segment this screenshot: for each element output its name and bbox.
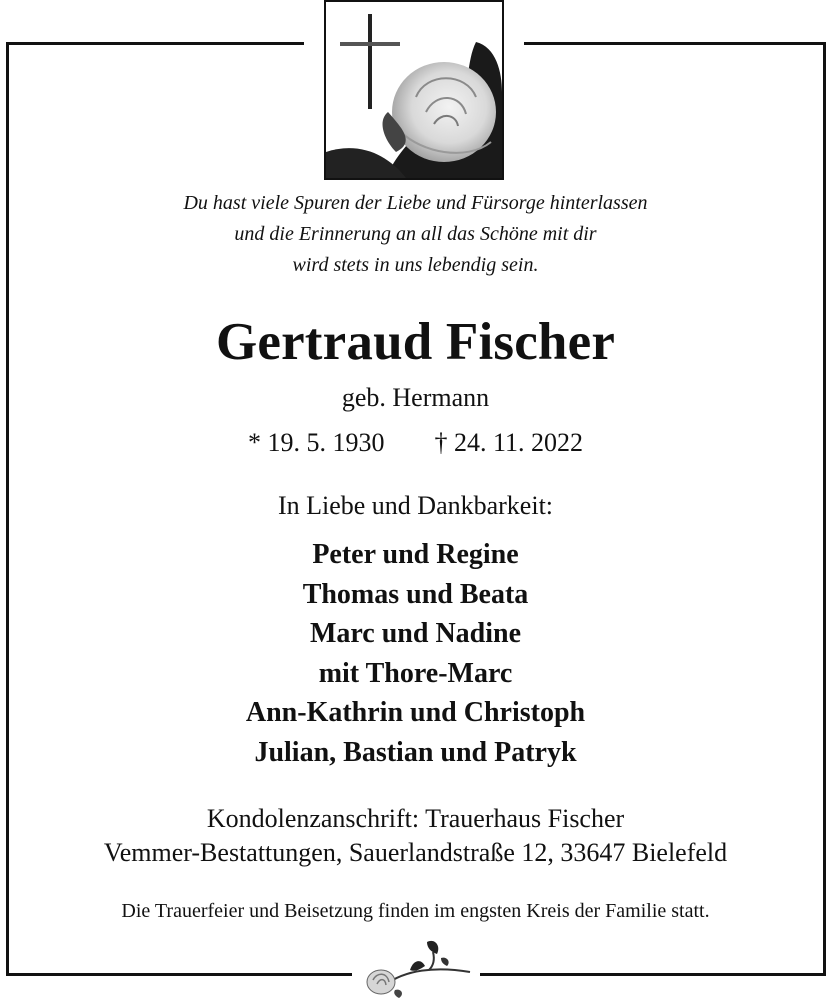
- death-date: † 24. 11. 2022: [434, 428, 584, 457]
- poem-line: Du hast viele Spuren der Liebe und Fürsorge hinterlassen: [183, 192, 648, 214]
- condolence-line: Vemmer-Bestattungen, Sauerlandstraße 12, 33647 Bielefeld: [103, 838, 728, 867]
- mourner-name: Julian, Bastian und Patryk: [254, 736, 577, 768]
- poem-line: und die Erinnerung an all das Schöne mit dir: [234, 223, 597, 245]
- mourner-name: Marc und Nadine: [309, 618, 522, 649]
- deceased-name: Gertraud Fischer: [215, 313, 616, 371]
- mourners-list: [0, 535, 831, 772]
- frame-bottom-right: [480, 973, 826, 976]
- frame-bottom-left: [6, 973, 352, 976]
- life-dates: [0, 426, 831, 460]
- funeral-notice: Die Trauerfeier und Beisetzung finden im engsten Kreis der Familie statt.: [121, 900, 710, 922]
- mourner-name: Ann-Kathrin und Christoph: [245, 697, 586, 728]
- frame-top-right: [524, 42, 826, 45]
- poem: [0, 188, 831, 281]
- mourners-intro: In Liebe und Dankbarkeit:: [277, 491, 554, 520]
- condolence-address: [0, 802, 831, 870]
- frame-top-left: [6, 42, 304, 45]
- maiden-name: geb. Hermann: [341, 383, 490, 412]
- poem-line: wird stets in uns lebendig sein.: [292, 254, 539, 276]
- mourner-name: mit Thore-Marc: [318, 657, 513, 689]
- mourner-name: Thomas und Beata: [302, 578, 529, 610]
- birth-date: * 19. 5. 1930: [247, 428, 385, 457]
- cross-and-rose-photo: [324, 0, 504, 180]
- mourner-name: Peter und Regine: [312, 539, 519, 570]
- condolence-line: Kondolenzanschrift: Trauerhaus Fischer: [206, 804, 625, 833]
- rose-icon: [355, 930, 475, 1000]
